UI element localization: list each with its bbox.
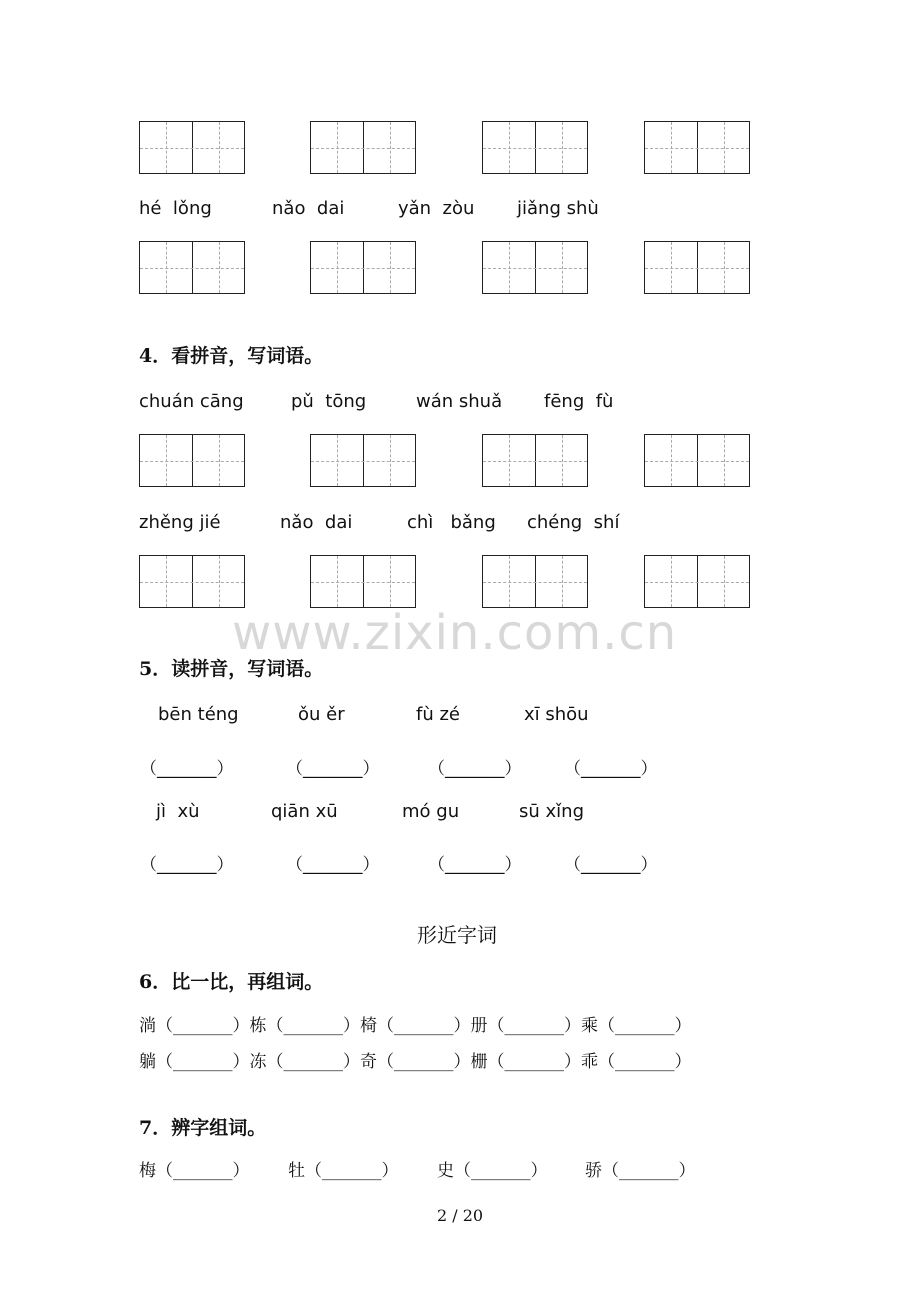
answer-blank[interactable]: （_______） <box>140 855 234 875</box>
question-heading: 6．比一比，再组词。 <box>139 971 324 993</box>
writing-grid[interactable] <box>644 555 750 608</box>
pinyin-label: ǒu ěr <box>298 704 345 725</box>
writing-grid[interactable] <box>139 555 245 608</box>
pinyin-label: wán shuǎ <box>416 391 503 412</box>
question-heading: 5．读拼音，写词语。 <box>139 658 324 680</box>
answer-blank[interactable]: （_______） <box>564 855 658 875</box>
pinyin-label: chì bǎng <box>407 512 496 533</box>
answer-blank[interactable]: （_______） <box>140 759 234 779</box>
pinyin-label: xī shōu <box>524 704 589 725</box>
writing-grid[interactable] <box>139 434 245 487</box>
answer-blank[interactable]: （_______） <box>428 855 522 875</box>
word-item[interactable]: 梅（_______） <box>139 1161 250 1181</box>
writing-grid[interactable] <box>482 121 588 174</box>
pinyin-label: sū xǐng <box>519 801 584 822</box>
writing-grid[interactable] <box>644 241 750 294</box>
page-number: 2 / 20 <box>437 1206 484 1225</box>
writing-grid[interactable] <box>482 241 588 294</box>
writing-grid[interactable] <box>139 121 245 174</box>
writing-grid[interactable] <box>139 241 245 294</box>
section-subtitle: 形近字词 <box>417 923 497 947</box>
pinyin-label: fù zé <box>416 704 460 725</box>
compare-line[interactable]: 躺（_______）冻（_______）奇（_______）栅（_______）乖（_______） <box>139 1052 692 1072</box>
writing-grid[interactable] <box>482 555 588 608</box>
pinyin-label: nǎo dai <box>280 512 353 533</box>
writing-grid[interactable] <box>310 434 416 487</box>
pinyin-label: hé lǒng <box>139 198 212 219</box>
writing-grid[interactable] <box>310 555 416 608</box>
answer-blank[interactable]: （_______） <box>564 759 658 779</box>
pinyin-label: mó gu <box>402 801 460 822</box>
writing-grid[interactable] <box>310 241 416 294</box>
answer-blank[interactable]: （_______） <box>428 759 522 779</box>
word-item[interactable]: 史（_______） <box>437 1161 548 1181</box>
watermark: www.zixin.com.cn <box>232 605 678 661</box>
answer-blank[interactable]: （_______） <box>286 759 380 779</box>
pinyin-label: yǎn zòu <box>398 198 475 219</box>
pinyin-label: jiǎng shù <box>517 198 599 219</box>
word-item[interactable]: 骄（_______） <box>585 1161 696 1181</box>
compare-line[interactable]: 淌（_______）栋（_______）椅（_______）册（_______）乘（_______） <box>139 1016 692 1036</box>
pinyin-label: jì xù <box>156 801 200 822</box>
pinyin-label: bēn téng <box>158 704 239 725</box>
writing-grid[interactable] <box>644 434 750 487</box>
pinyin-label: qiān xū <box>271 801 338 822</box>
question-heading: 4．看拼音，写词语。 <box>139 345 324 367</box>
pinyin-label: pǔ tōng <box>291 391 367 412</box>
pinyin-label: nǎo dai <box>272 198 345 219</box>
pinyin-label: chuán cāng <box>139 391 244 412</box>
writing-grid[interactable] <box>482 434 588 487</box>
question-heading: 7．辨字组词。 <box>139 1117 267 1139</box>
pinyin-label: fēng fù <box>544 391 614 412</box>
writing-grid[interactable] <box>310 121 416 174</box>
word-item[interactable]: 牡（_______） <box>288 1161 399 1181</box>
pinyin-label: zhěng jié <box>139 512 221 533</box>
writing-grid[interactable] <box>644 121 750 174</box>
answer-blank[interactable]: （_______） <box>286 855 380 875</box>
pinyin-label: chéng shí <box>527 512 620 533</box>
